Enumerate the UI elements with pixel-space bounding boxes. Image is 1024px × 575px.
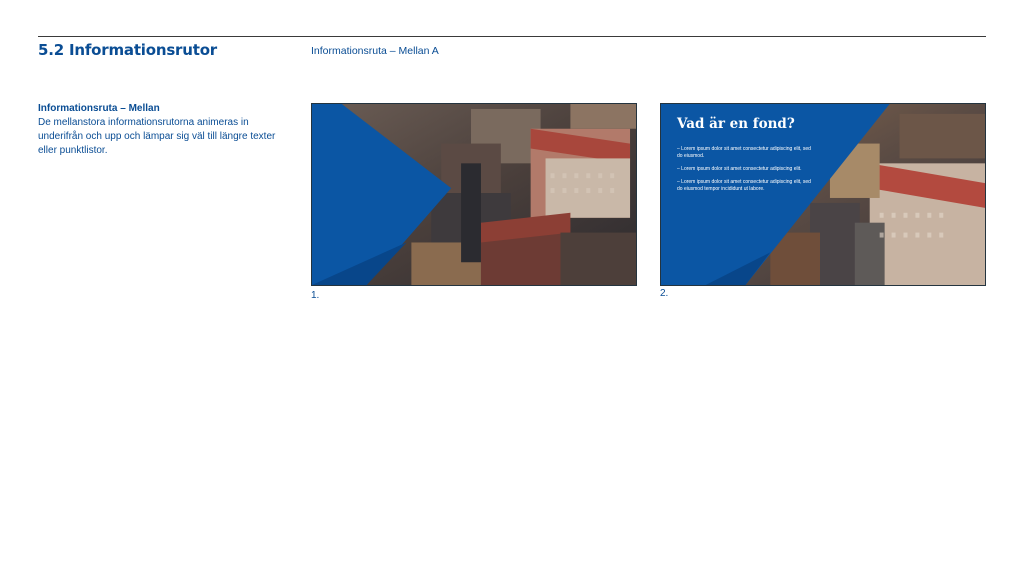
example-frame-1 (311, 103, 637, 286)
frame-number-2: 2. (660, 288, 669, 299)
overlay-bullet: – Lorem ipsum dolor sit amet consectetur adipiscing elit, sed do eiusmod. (677, 146, 811, 159)
example-frame-2 (660, 103, 986, 286)
overlay-bullet: – Lorem ipsum dolor sit amet consectetur adipiscing elit, sed do eiusmod tempor incididunt ut labore. (677, 179, 811, 192)
overlay-bullet-list (677, 146, 817, 199)
description-block (38, 102, 278, 158)
frame-number-1: 1. (311, 290, 320, 301)
description-heading: Informationsruta – Mellan (38, 103, 160, 114)
top-rule (38, 36, 986, 37)
overlay-title: Vad är en fond? (677, 116, 795, 132)
page-title: 5.2 Informationsrutor (38, 41, 218, 59)
description-body: De mellanstora informationsrutorna animeras in underifrån och upp och lämpar sig väl till längre texter eller punktlistor. (38, 117, 276, 156)
overlay-bullet: – Lorem ipsum dolor sit amet consectetur adipiscing elit. (677, 166, 802, 172)
city-aerial-photo-1 (312, 104, 636, 285)
section-label: Informationsruta – Mellan A (311, 45, 439, 57)
